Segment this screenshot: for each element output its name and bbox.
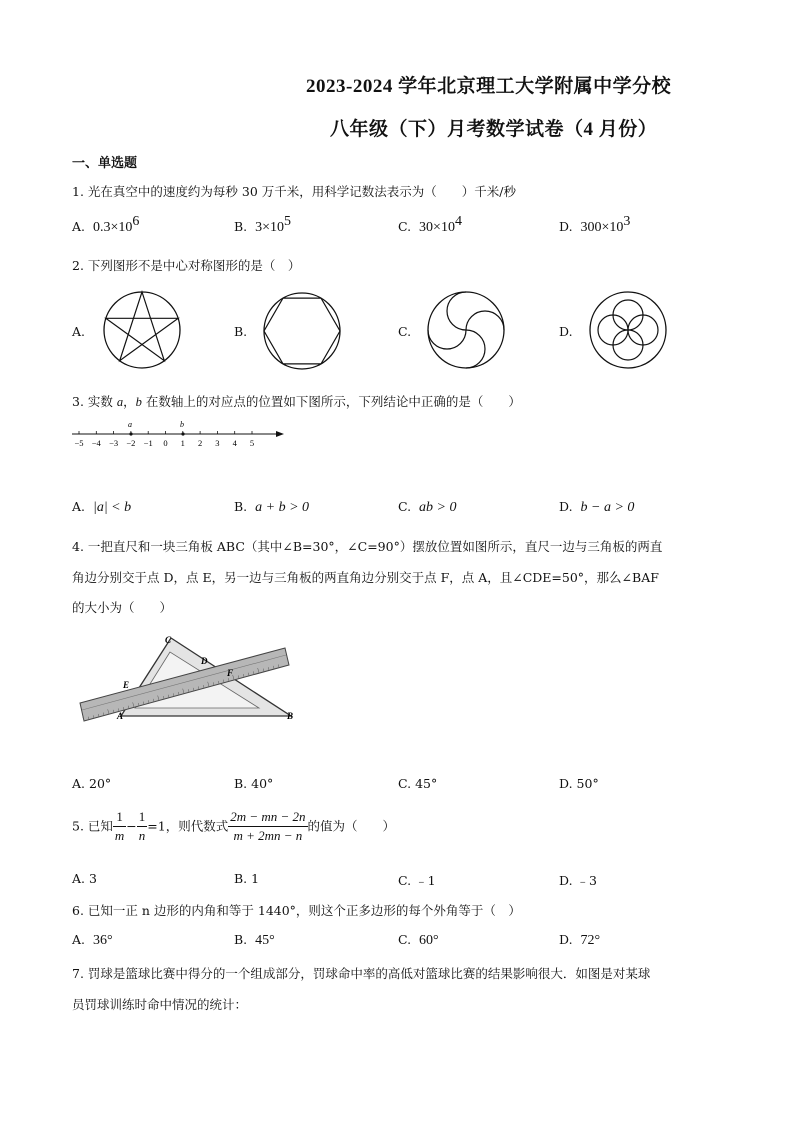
q1-option-c: C. $30\times 10^4$ bbox=[398, 214, 462, 235]
q3-option-d: D. b − a > 0 bbox=[559, 499, 635, 515]
label-e: E bbox=[123, 680, 130, 690]
number-line-figure bbox=[70, 416, 290, 452]
question-4-line-2: 角边分别交于点 D，点 E，另一边与三角板的两直角边分别交于点 F，点 A，且∠CDE=50°，那么∠BAF bbox=[72, 570, 659, 585]
q2-label-c: C. bbox=[398, 324, 412, 339]
pinwheel-arcs-figure bbox=[426, 290, 506, 370]
number-line-tick-label: 3 bbox=[215, 438, 220, 448]
q6-option-b: B. 45° bbox=[234, 932, 275, 948]
number-line-tick-label: 2 bbox=[197, 438, 203, 448]
label-c: C bbox=[165, 635, 172, 645]
q2-label-d: D. bbox=[559, 324, 573, 339]
question-3-stem: 3. 实数 a，b 在数轴上的对应点的位置如下图所示，下列结论中正确的是（ ） bbox=[72, 394, 521, 409]
question-5-stem: 5. 已知 $\frac{1}{m}$ − $\frac{1}{n}$ =1，则代数式 $\frac{2m - mn - 2n}{m + 2mn - n}$ 的值为（ ） bbox=[72, 809, 396, 843]
label-d: D bbox=[201, 656, 208, 666]
q4-option-c: C. 45° bbox=[398, 776, 438, 791]
number-line-tick-label: −1 bbox=[143, 438, 153, 448]
q5-option-a: A. 3 bbox=[72, 871, 97, 886]
hexagon-in-circle-figure bbox=[262, 291, 342, 371]
label-f: F bbox=[227, 668, 234, 678]
q3-option-c: C. ab > 0 bbox=[398, 499, 457, 515]
point-b-label: b bbox=[180, 420, 184, 429]
number-line-tick-label: 1 bbox=[180, 438, 185, 448]
title-line-1: 2023-2024 学年北京理工大学附属中学分校 bbox=[306, 76, 672, 97]
q4-option-d: D. 50° bbox=[559, 776, 599, 791]
question-2-stem: 2. 下列图形不是中心对称图形的是（ ） bbox=[72, 258, 301, 273]
q1-option-a: A. $0.3\times 10^6$ bbox=[72, 214, 140, 235]
number-line-tick-label: −2 bbox=[126, 438, 136, 448]
number-line-tick-label: 0 bbox=[163, 438, 168, 448]
question-7-line-2: 员罚球训练时命中情况的统计： bbox=[72, 997, 248, 1012]
title-line-2: 八年级（下）月考数学试卷（4 月份） bbox=[330, 119, 658, 140]
q2-label-b: B. bbox=[234, 324, 248, 339]
label-a: A bbox=[117, 711, 124, 721]
question-6-stem: 6. 已知一正 n 边形的内角和等于 1440°，则这个正多边形的每个外角等于（ ） bbox=[72, 903, 521, 918]
question-7-line-1: 7. 罚球是篮球比赛中得分的一个组成部分，罚球命中率的高低对篮球比赛的结果影响很大．如图是对某球 bbox=[72, 966, 651, 981]
q5-option-b: B. 1 bbox=[234, 871, 260, 886]
pentagram-in-circle-figure bbox=[102, 290, 182, 370]
q6-option-a: A. 36° bbox=[72, 932, 113, 948]
question-4-line-1: 4. 一把直尺和一块三角板 ABC（其中∠B=30°，∠C=90°）摆放位置如图所示，直尺一边与三角板的两直 bbox=[72, 539, 663, 554]
q4-option-b: B. 40° bbox=[234, 776, 274, 791]
q5-option-c: C. ﹣1 bbox=[398, 873, 436, 888]
q3-option-a: A. |a| < b bbox=[72, 499, 132, 515]
q6-option-c: C. 60° bbox=[398, 932, 439, 948]
ruler-triangle-figure bbox=[75, 630, 305, 730]
label-b: B bbox=[287, 711, 294, 721]
number-line-tick-label: −4 bbox=[91, 438, 101, 448]
q1-option-b: B. $3\times 10^5$ bbox=[234, 214, 292, 235]
q4-option-a: A. 20° bbox=[72, 776, 112, 791]
number-line-tick-label: −3 bbox=[109, 438, 119, 448]
number-line-tick-label: 4 bbox=[232, 438, 237, 448]
number-line-tick-label: −5 bbox=[74, 438, 84, 448]
q3-option-b: B. a + b > 0 bbox=[234, 499, 310, 515]
q5-option-d: D. ﹣3 bbox=[559, 873, 597, 888]
question-1-stem: 1. 光在真空中的速度约为每秒 30 万千米，用科学记数法表示为（ ）千米/秒 bbox=[72, 184, 516, 199]
q2-label-a: A. bbox=[72, 324, 86, 339]
question-4-line-3: 的大小为（ ） bbox=[72, 600, 173, 615]
four-petal-flower-figure bbox=[588, 290, 668, 370]
q1-option-d: D. $300\times 10^3$ bbox=[559, 214, 631, 235]
point-a-label: a bbox=[128, 420, 132, 429]
q6-option-d: D. 72° bbox=[559, 932, 601, 948]
number-line-tick-label: 5 bbox=[249, 438, 255, 448]
section-heading: 一、单选题 bbox=[72, 156, 138, 171]
